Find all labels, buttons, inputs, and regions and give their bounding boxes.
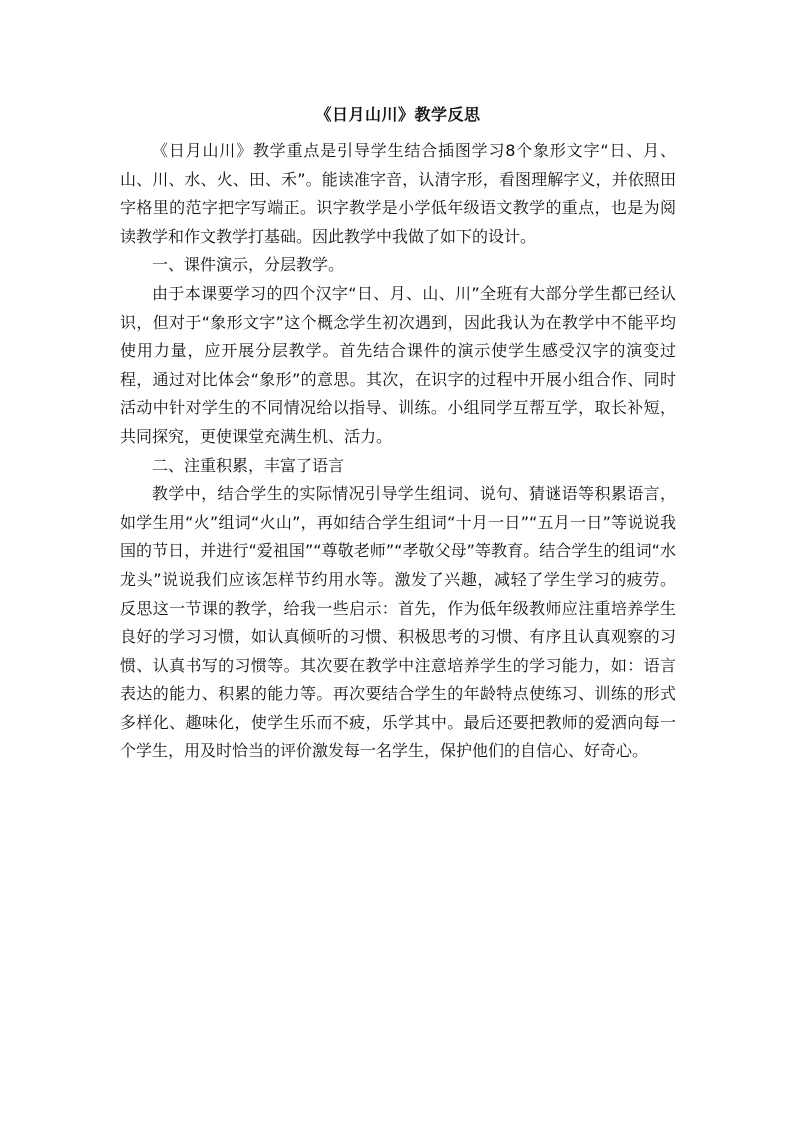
section-heading-1: 一、课件演示，分层教学。 — [152, 255, 345, 275]
document-body — [120, 103, 676, 766]
paragraph-section-1: 由于本课要学习的四个汉字“日、月、山、川”全班有大部分学生都已经认识，但对于“象形文字”这个概念学生初次遇到，因此我认为在教学中不能平均使用力量，应开展分层教学。首先结合课件的演示使学生感受汉字的演变过程，通过对比体会“象形”的意思。其次，在识字的过程中开展小组合作、同时活动中针对学生的不同情况给以指导、训练。小组同学互帮互学，取长补短，共同探究，更使课堂充满生机、活力。 — [120, 283, 676, 446]
document-title: 《日月山川》教学反思 — [315, 105, 481, 124]
paragraph-intro: 《日月山川》教学重点是引导学生结合插图学习8个象形文字“日、月、山、川、水、火、田、禾”。能读准字音，认清字形，看图理解字义，并依照田字格里的范字把字写端正。识字教学是小学低年级语文教学的重点，也是为阅读教学和作文教学打基础。因此教学中我做了如下的设计。 — [120, 141, 676, 246]
paragraph-section-2: 教学中，结合学生的实际情况引导学生组词、说句、猜谜语等积累语言，如学生用“火”组词“火山”，再如结合学生组词“十月一日”“五月一日”等说说我国的节日，并进行“爱祖国”“尊敬老师”“孝敬父母”等教育。结合学生的组词“水龙头”说说我们应该怎样节约用水等。激发了兴趣，减轻了学生学习的疲劳。 反思这一节课的教学，给我一些启示：首先，作为低年级教师应注重培养学生良好的学习习惯，如认真倾听的习惯、积极思考的习惯、有序且认真观察的习惯、认真书写的习惯等。其次要在教学中注意培养学生的学习能力，如：语言表达的能力、积累的能力等。再次要结合学生的年龄特点使练习、训练的形式多样化、趣味化，使学生乐而不疲，乐学其中。最后还要把教师的爱洒向每一个学生，用及时恰当的评价激发每一名学生，保护他们的自信心、好奇心。 — [120, 484, 676, 761]
section-heading-2: 二、注重积累，丰富了语言 — [152, 455, 345, 475]
